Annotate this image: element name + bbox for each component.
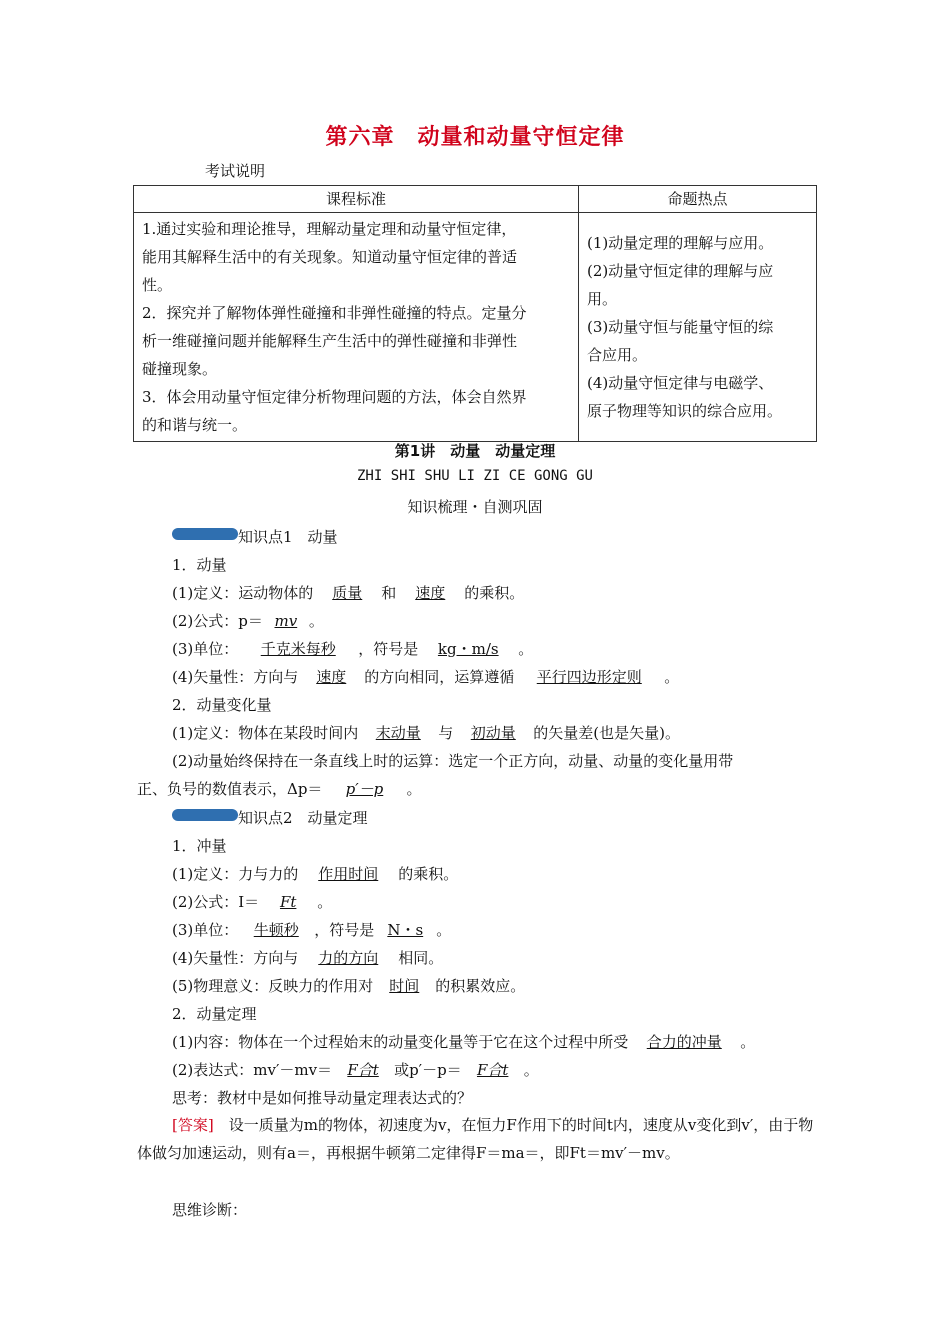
kp2-definition: [172, 863, 458, 884]
kp2-formula: [172, 891, 332, 912]
kp1-subheading: 1．动量: [172, 556, 227, 574]
kp1-operation-line1: (2)动量始终保持在一条直线上时的运算：选定一个正方向，动量、动量的变化量用带: [172, 752, 734, 770]
text: 或p′－p＝: [394, 1061, 462, 1079]
text: 和: [381, 584, 397, 602]
text: (2)公式：p＝: [172, 612, 263, 630]
kp2-subheading-2: 2．动量定理: [172, 1005, 257, 1023]
answer-blank: 力的方向: [318, 949, 379, 967]
kp1-unit: [172, 638, 533, 659]
text: 。: [523, 1061, 539, 1079]
answer-blank: 千克米每秒: [260, 640, 336, 658]
text: (1)定义：物体在某段时间内: [172, 724, 359, 742]
hotspot-line: (2)动量守恒定律的理解与应: [587, 262, 774, 280]
text: 正、负号的数值表示，Δp＝: [137, 780, 323, 798]
section-title: 第1讲 动量 动量定理: [394, 442, 556, 460]
answer-text: 设一质量为m的物体，初速度为v，在恒力F作用下的时间t内，速度从v变化到v′，由于物体做匀加速运动，则有a＝，再根据牛顿第二定律得F＝ma＝，即Ft＝mv′－mv。: [137, 1116, 814, 1162]
answer-blank: 速度: [316, 668, 347, 686]
kp2-diagnosis: 思维诊断：: [172, 1201, 248, 1219]
text: (1)定义：力与力的: [172, 865, 299, 883]
kp1-change-definition: [172, 722, 680, 743]
text: 的矢量差(也是矢量)。: [533, 724, 680, 742]
hotspot-line: (3)动量守恒与能量守恒的综: [587, 318, 774, 336]
hotspot-line: (4)动量守恒定律与电磁学、: [587, 374, 774, 392]
hotspot-line: 合应用。: [587, 346, 648, 364]
hotspot-line: 用。: [587, 290, 618, 308]
text: (5)物理意义：反映力的作用对: [172, 977, 374, 995]
kp2-unit: [172, 919, 451, 940]
kp2-think-question: 思考：教材中是如何推导动量定理表达式的？: [172, 1089, 473, 1107]
answer-tag: [答案]: [172, 1116, 214, 1134]
standard-line: 3．体会用动量守恒定律分析物理问题的方法，体会自然界: [142, 388, 527, 406]
standard-line: 碰撞现象。: [142, 360, 218, 378]
text: 的方向相同，运算遵循: [364, 668, 515, 686]
answer-blank: 质量: [332, 584, 363, 602]
curriculum-table: [133, 185, 817, 442]
answer-blank: kg・m/s: [437, 640, 499, 658]
answer-blank: 平行四边形定则: [536, 668, 642, 686]
kp2-answer: [137, 1111, 817, 1167]
hotspot-cell: [579, 213, 817, 442]
text: 。: [740, 1033, 756, 1051]
kp2-subheading: 1．冲量: [172, 837, 227, 855]
text: (2)表达式：mv′－mv＝: [172, 1061, 333, 1079]
hotspot-line: (1)动量定理的理解与应用。: [587, 234, 774, 252]
answer-blank: 初动量: [470, 724, 516, 742]
chapter-title: 第六章 动量和动量守恒定律: [325, 125, 625, 150]
answer-blank: F合t: [476, 1061, 509, 1079]
knowledge-point-marker: [172, 809, 238, 821]
text: (4)矢量性：方向与: [172, 668, 299, 686]
kp2-expression: [172, 1059, 539, 1080]
standard-line: 能用其解释生活中的有关现象。知道动量守恒定律的普适: [142, 248, 518, 266]
answer-blank: Ft: [279, 893, 297, 911]
text: 与: [438, 724, 454, 742]
standard-line: 性。: [142, 276, 173, 294]
text: (4)矢量性：方向与: [172, 949, 299, 967]
section-pinyin: ZHI SHI SHU LI ZI CE GONG GU: [356, 468, 593, 484]
text: 。: [406, 780, 422, 798]
kp2-heading: 知识点2 动量定理: [238, 809, 368, 827]
exam-description-label: 考试说明: [205, 162, 266, 180]
standard-cell: [134, 213, 579, 442]
hotspot-line: 原子物理等知识的综合应用。: [587, 402, 783, 420]
header-standard: 课程标准: [134, 186, 579, 213]
text: 。: [317, 893, 333, 911]
text: 。: [436, 921, 452, 939]
kp1-formula: [172, 610, 324, 631]
text: ，符号是: [358, 640, 419, 658]
text: ，符号是: [314, 921, 375, 939]
answer-blank: 速度: [415, 584, 446, 602]
kp1-heading: 知识点1 动量: [238, 528, 338, 546]
answer-blank: N・s: [387, 921, 424, 939]
kp2-meaning: [172, 975, 525, 996]
answer-blank: 合力的冲量: [646, 1033, 722, 1051]
text: (1)内容：物体在一个过程始末的动量变化量等于它在这个过程中所受: [172, 1033, 629, 1051]
answer-blank: 牛顿秒: [253, 921, 299, 939]
text: 的乘积。: [464, 584, 525, 602]
kp1-operation-line2: [137, 778, 421, 799]
answer-blank: p′－p: [345, 780, 384, 798]
kp1-subheading-2: 2．动量变化量: [172, 696, 272, 714]
section-subtitle: 知识梳理・自测巩固: [407, 498, 543, 516]
standard-line: 的和谐与统一。: [142, 416, 248, 434]
kp2-content: [172, 1031, 755, 1052]
answer-blank: mv: [274, 612, 298, 630]
answer-blank: F合t: [347, 1061, 379, 1079]
answer-blank: 作用时间: [318, 865, 379, 883]
kp1-vector: [172, 666, 679, 687]
standard-line: 析一维碰撞问题并能解释生产生活中的弹性碰撞和非弹性: [142, 332, 518, 350]
text: 。: [518, 640, 534, 658]
text: 的乘积。: [398, 865, 459, 883]
text: (3)单位：: [172, 640, 239, 658]
header-hotspot: 命题热点: [579, 186, 817, 213]
text: 相同。: [398, 949, 444, 967]
knowledge-point-marker: [172, 528, 238, 540]
text: 。: [308, 612, 324, 630]
answer-blank: 末动量: [375, 724, 421, 742]
kp2-vector: [172, 947, 443, 968]
standard-line: 1.通过实验和理论推导，理解动量定理和动量守恒定律，: [142, 220, 517, 238]
text: (1)定义：运动物体的: [172, 584, 314, 602]
text: 。: [664, 668, 680, 686]
text: 的积累效应。: [435, 977, 526, 995]
standard-line: 2．探究并了解物体弹性碰撞和非弹性碰撞的特点。定量分: [142, 304, 527, 322]
text: (3)单位：: [172, 921, 239, 939]
text: (2)公式：I＝: [172, 893, 260, 911]
answer-blank: 时间: [389, 977, 420, 995]
kp1-definition: [172, 582, 524, 603]
